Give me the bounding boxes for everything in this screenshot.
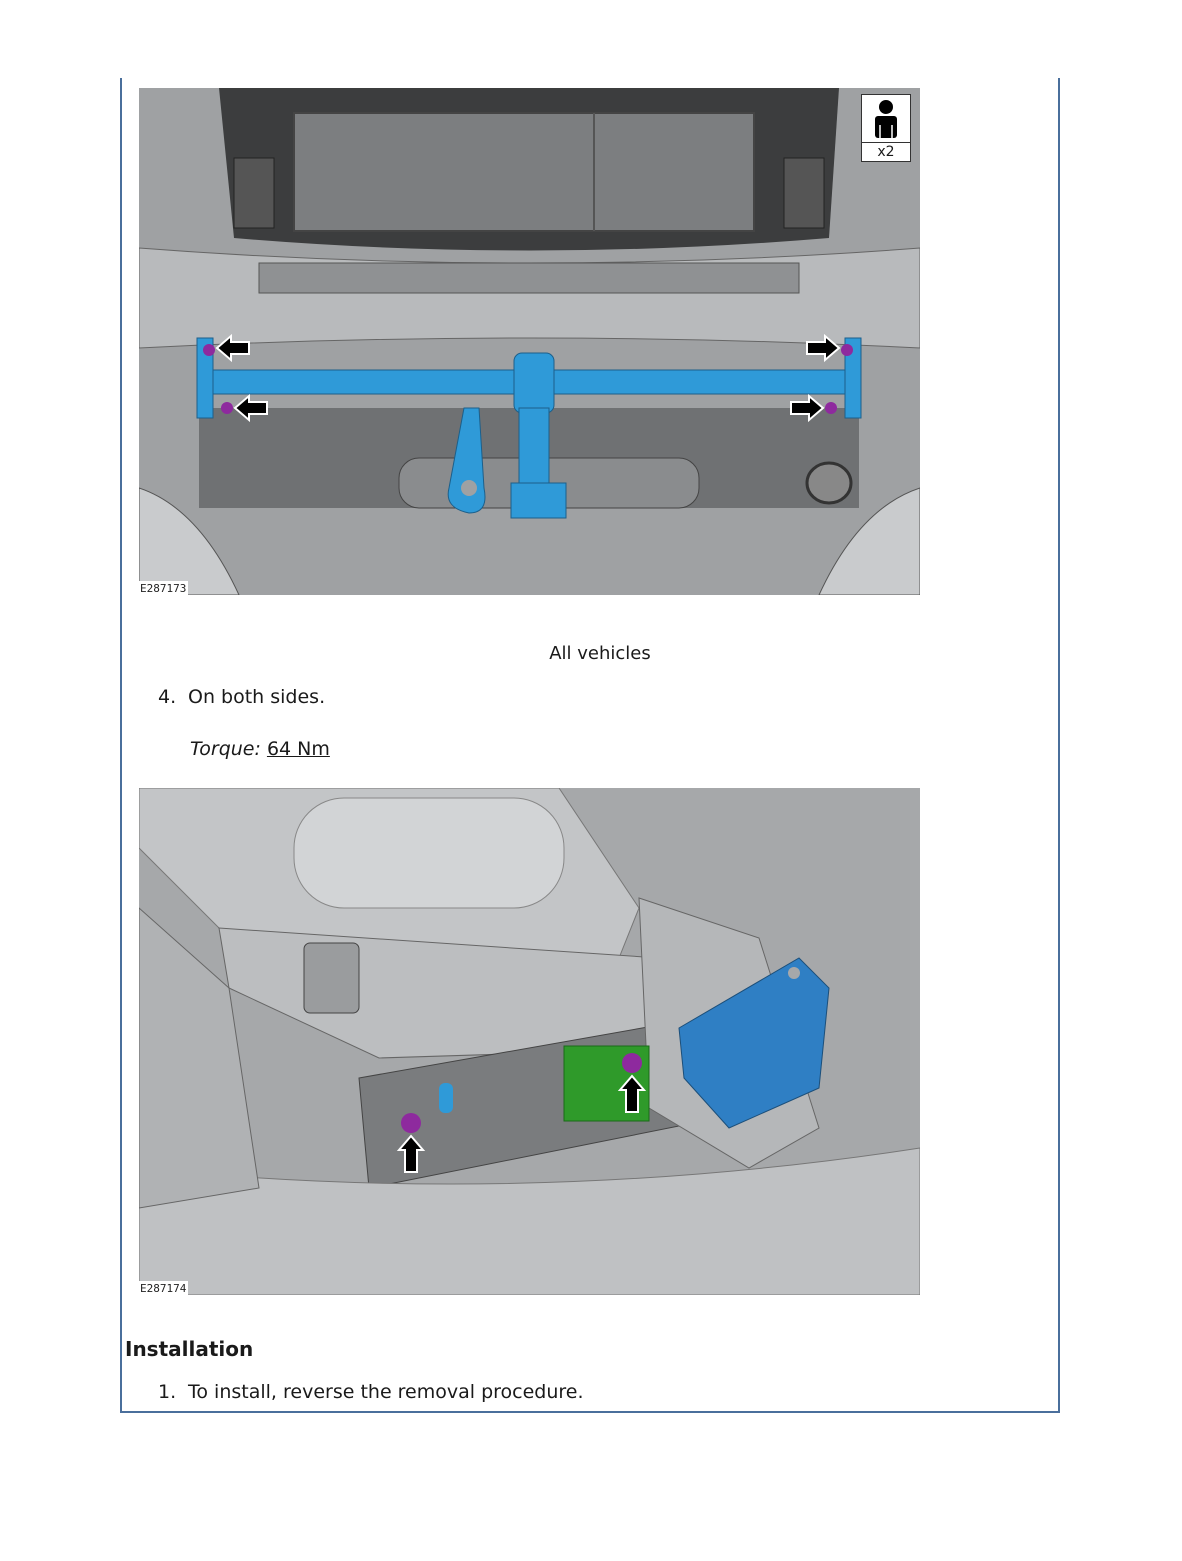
figure-tow-bar-removal [139, 88, 920, 595]
step-item [158, 1381, 584, 1403]
figure-id: E287173 [140, 582, 187, 595]
torque-value-link[interactable]: 64 Nm [266, 738, 330, 760]
step-text: On both sides. [188, 686, 326, 708]
figure-id: E287174 [140, 1282, 187, 1295]
person-count: x2 [862, 142, 910, 161]
torque-spec [190, 738, 330, 760]
step-text: To install, reverse the removal procedure. [188, 1381, 584, 1403]
illustration-bracket [139, 788, 920, 1295]
step-number: 1. [158, 1381, 177, 1403]
two-person-icon [861, 94, 911, 162]
person-icon [862, 95, 910, 143]
step-number: 4. [158, 686, 177, 708]
figure-caption: All vehicles [549, 643, 651, 664]
torque-label: Torque: [190, 738, 261, 760]
illustration-rear-vehicle [139, 88, 920, 595]
step-item [158, 686, 325, 708]
installation-heading: Installation [125, 1337, 254, 1361]
figure-bracket-detail [139, 788, 920, 1295]
